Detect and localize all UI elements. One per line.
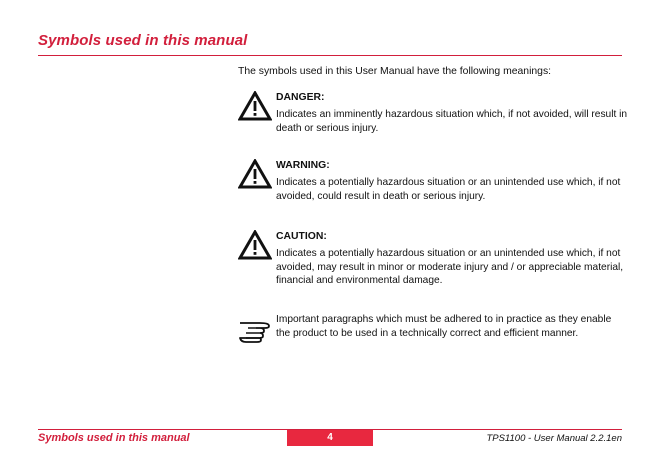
warning-text: Indicates a potentially hazardous situation or an unintended use which, if not avoided, could result in death or serious injury. (276, 177, 621, 202)
caution-text: Indicates a potentially hazardous situation or an unintended use which, if not avoided, may result in minor or moderate injury and / or appreciable material, financial and environmental damage. (276, 248, 624, 286)
note-text: Important paragraphs which must be adhered to in practice as they enable the product to be used in a technically correct and efficient manner. (276, 314, 612, 339)
warning-triangle-icon (238, 159, 272, 189)
warning-block (238, 159, 628, 209)
danger-block (238, 91, 628, 141)
caution-block (238, 230, 628, 294)
intro-text: The symbols used in this User Manual have the following meanings: (238, 66, 552, 77)
footer-document-title: TPS1100 - User Manual 2.2.1en (486, 433, 622, 444)
pointing-hand-icon (238, 315, 272, 345)
danger-text: Indicates an imminently hazardous situation which, if not avoided, will result in death or serious injury. (276, 109, 628, 134)
warning-heading: WARNING: (276, 160, 330, 171)
page-number: 4 (287, 430, 373, 446)
danger-heading: DANGER: (276, 92, 325, 103)
page-title: Symbols used in this manual (38, 32, 248, 49)
warning-triangle-icon (238, 91, 272, 121)
warning-triangle-icon (238, 230, 272, 260)
top-divider (38, 55, 622, 56)
footer-section-title: Symbols used in this manual (38, 432, 190, 444)
caution-heading: CAUTION: (276, 231, 327, 242)
note-block (238, 313, 628, 357)
